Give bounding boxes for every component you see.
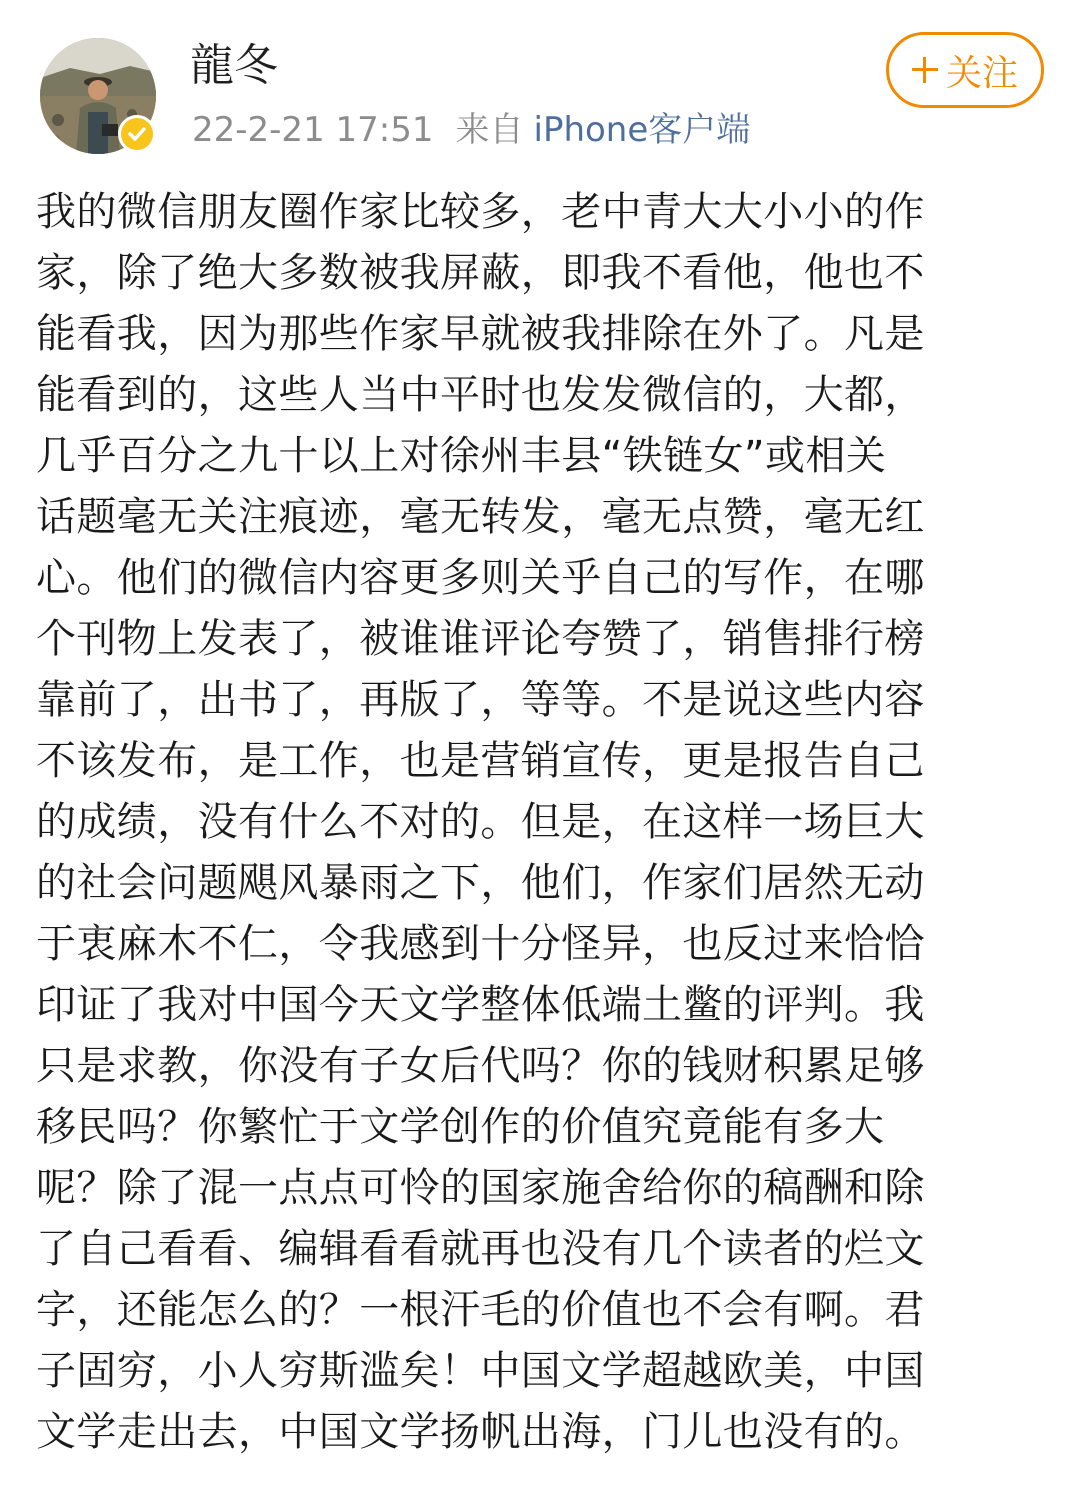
timestamp: 22-2-21 17:51 [192,110,434,150]
body-line: 几乎百分之九十以上对徐州丰县“铁链女”或相关 [36,433,887,479]
body-line: 能看到的，这些人当中平时也发发微信的，大都， [36,372,925,418]
source-client-link[interactable]: iPhone客户端 [533,110,751,150]
post-header [0,0,1080,165]
body-line: 印证了我对中国今天文学整体低端土鳖的评判。我 [36,982,925,1028]
body-line: 个刊物上发表了，被谁谁评论夸赞了，销售排行榜 [36,616,925,662]
body-line: 话题毫无关注痕迹，毫无转发，毫无点赞，毫无红 [36,494,925,540]
body-line: 心。他们的微信内容更多则关乎自己的写作，在哪 [36,555,925,601]
follow-button[interactable] [886,32,1044,108]
body-line: 字，还能怎么的？一根汗毛的价值也不会有啊。君 [36,1287,925,1333]
body-line: 了自己看看、编辑看看就再也没有几个读者的烂文 [36,1226,925,1272]
body-line: 能看我，因为那些作家早就被我排除在外了。凡是 [36,311,925,357]
verified-badge-icon [118,115,156,153]
source-prefix: 来自 [455,110,524,150]
body-line: 子固穷，小人穷斯滥矣！中国文学超越欧美，中国 [36,1348,925,1394]
body-line: 靠前了，出书了，再版了，等等。不是说这些内容 [36,677,925,723]
plus-icon [912,57,938,83]
body-line: 移民吗？你繁忙于文学创作的价值究竟能有多大 [36,1104,885,1150]
body-line: 家，除了绝大多数被我屏蔽，即我不看他，他也不 [36,250,925,296]
body-line: 的社会问题飓风暴雨之下，他们，作家们居然无动 [36,860,925,906]
body-line: 不该发布，是工作，也是营销宣传，更是报告自己 [36,738,925,784]
body-line: 我的微信朋友圈作家比较多，老中青大大小小的作 [36,189,925,235]
body-line: 的成绩，没有什么不对的。但是，在这样一场巨大 [36,799,925,845]
body-line: 文学走出去，中国文学扬帆出海，门儿也没有的。 [36,1409,925,1455]
body-line: 呢？除了混一点点可怜的国家施舍给你的稿酬和除 [36,1165,925,1211]
post-body [36,182,1036,1463]
username[interactable]: 龍冬 [190,40,278,91]
body-line: 于衷麻木不仁，令我感到十分怪异，也反过来恰恰 [36,921,925,967]
body-line: 只是求教，你没有子女后代吗？你的钱财积累足够 [36,1043,925,1089]
post-meta [192,108,750,152]
follow-label: 关注 [945,52,1018,94]
